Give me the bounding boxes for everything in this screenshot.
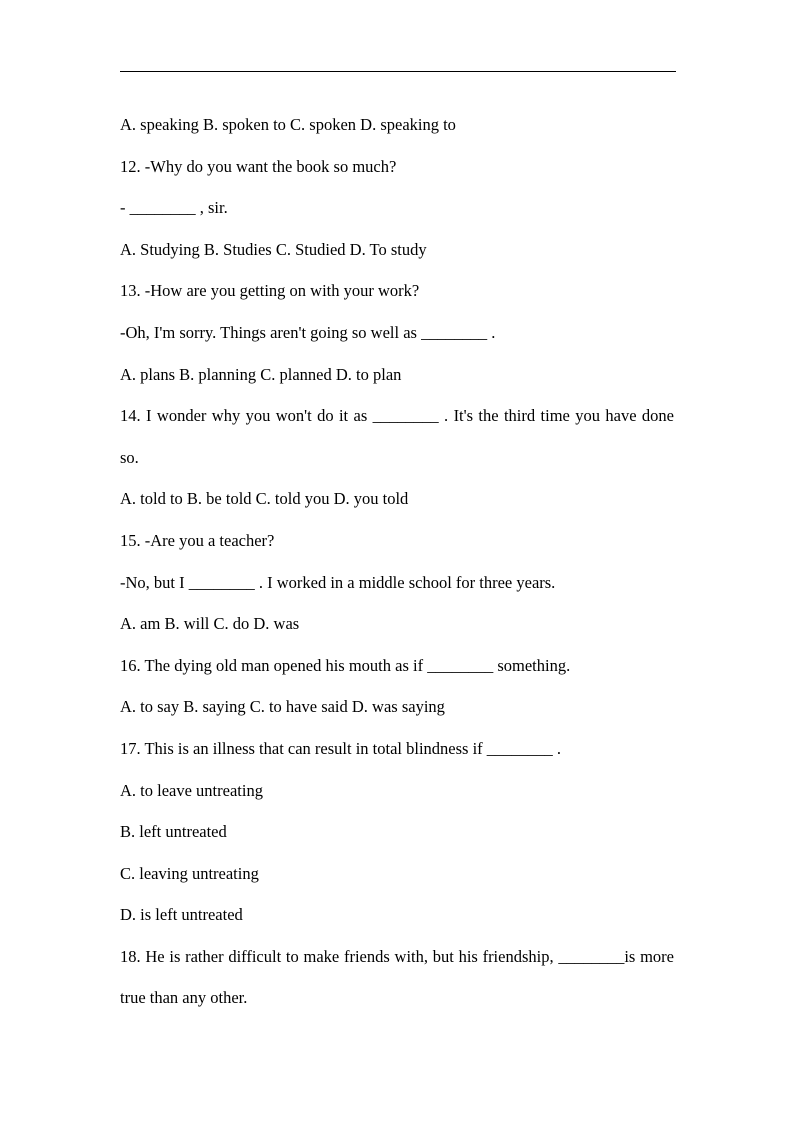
q12-options: A. Studying B. Studies C. Studied D. To study: [120, 239, 427, 259]
q15-prompt: 15. -Are you a teacher?: [120, 530, 275, 550]
q13-options: A. plans B. planning C. planned D. to plan: [120, 364, 402, 384]
q17-prompt: 17. This is an illness that can result in total blindness if ________ .: [120, 738, 562, 758]
document-body: [120, 104, 674, 1019]
q12-prompt: 12. -Why do you want the book so much?: [120, 156, 397, 176]
q15-response: -No, but I ________ . I worked in a middle school for three years.: [120, 572, 556, 592]
q16-options: A. to say B. saying C. to have said D. was saying: [120, 697, 445, 717]
q17-option-c: C. leaving untreating: [120, 863, 259, 883]
q18-prompt: 18. He is rather difficult to make friends with, but his friendship, ________is more true than any other.: [120, 946, 674, 1008]
q11-options: A. speaking B. spoken to C. spoken D. speaking to: [120, 115, 456, 134]
q14-prompt: 14. I wonder why you won't do it as ________ . It's the third time you have done so.: [120, 406, 674, 467]
q13-response: -Oh, I'm sorry. Things aren't going so well as ________ .: [120, 322, 496, 342]
q16-prompt: 16. The dying old man opened his mouth as if ________ something.: [120, 655, 571, 675]
q17-option-b: B. left untreated: [120, 822, 227, 842]
q15-options: A. am B. will C. do D. was: [120, 614, 300, 634]
header-rule: [120, 71, 676, 72]
q12-response: - ________ , sir.: [120, 198, 228, 218]
q17-option-d: D. is left untreated: [120, 905, 243, 925]
q14-options: A. told to B. be told C. told you D. you told: [120, 489, 409, 509]
q17-option-a: A. to leave untreating: [120, 780, 263, 800]
q13-prompt: 13. -How are you getting on with your work?: [120, 281, 420, 301]
